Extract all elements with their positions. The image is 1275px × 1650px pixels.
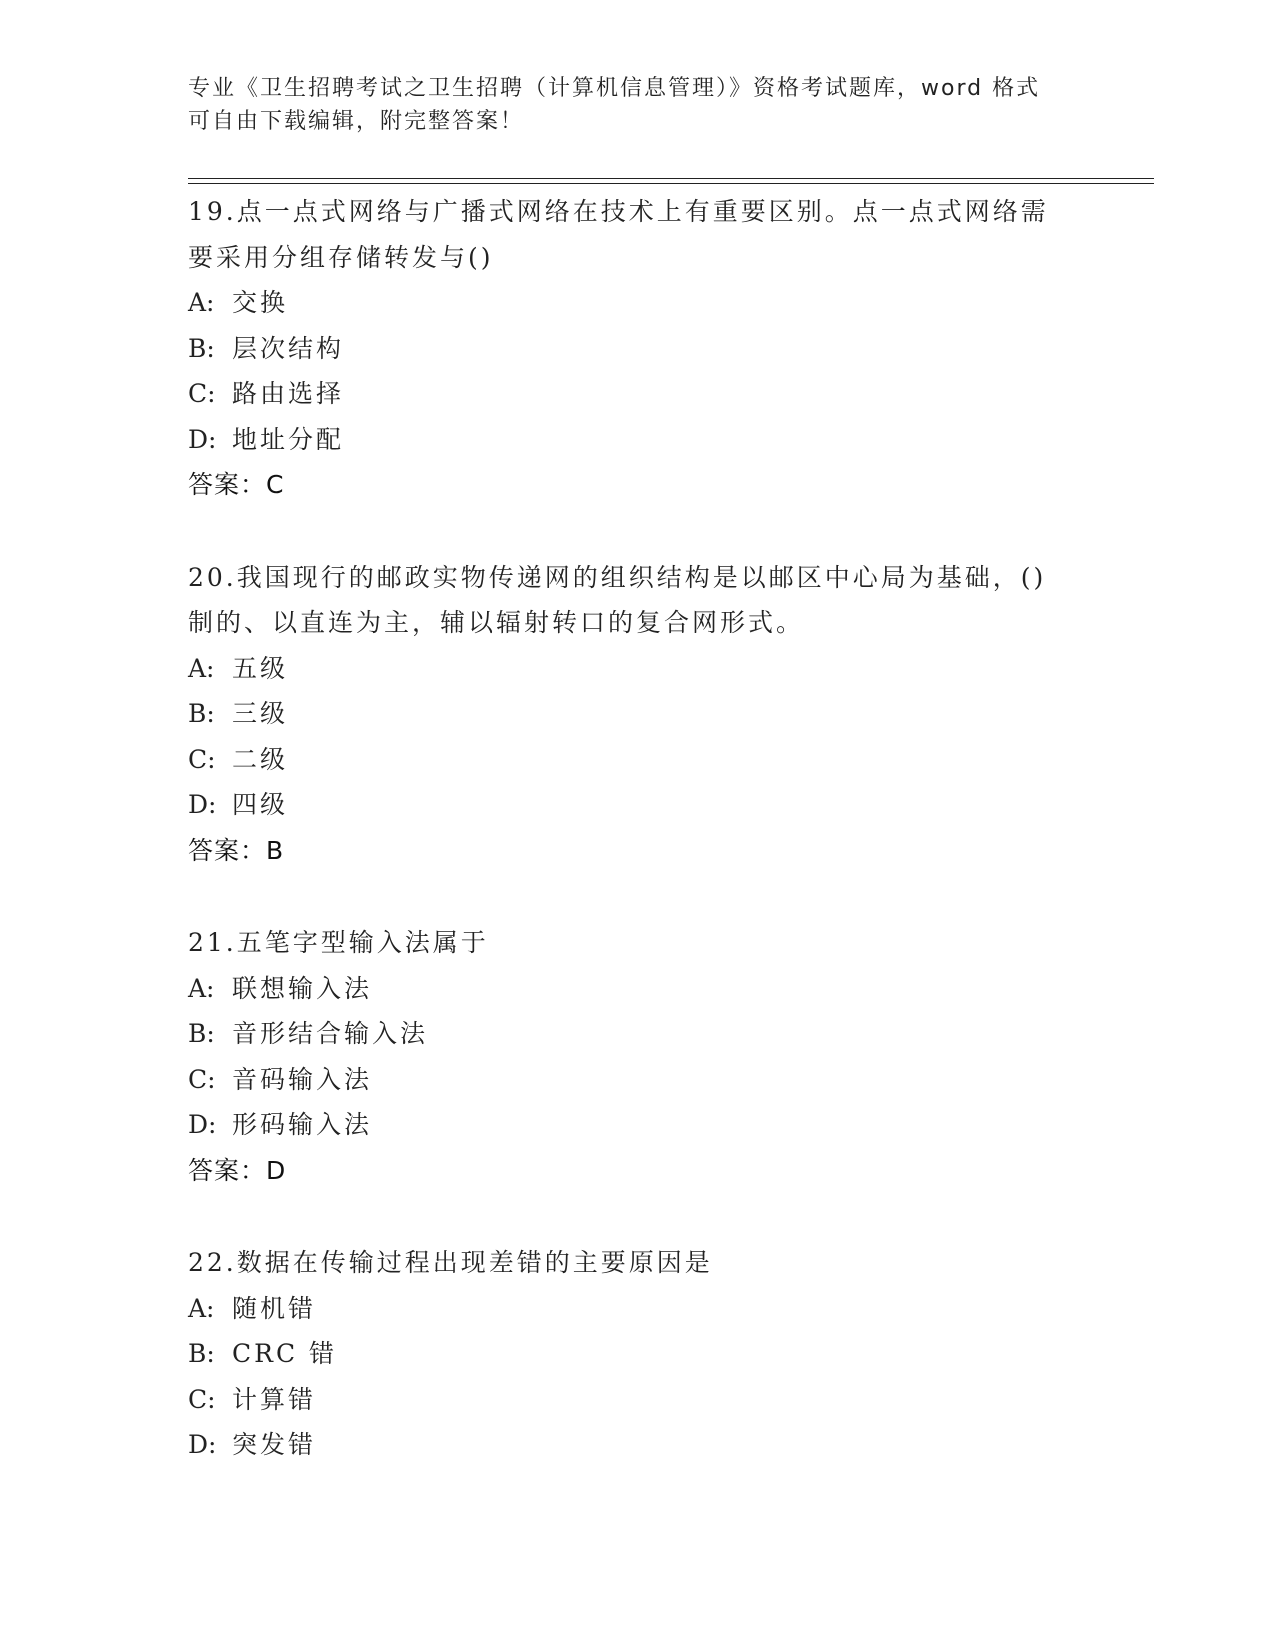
option-c [188, 371, 1088, 417]
question-20 [188, 555, 1088, 828]
option-b [188, 1011, 1088, 1057]
option-d [188, 1102, 1088, 1148]
option-b [188, 1331, 1088, 1377]
option-label: B: [188, 1019, 215, 1048]
question-list [188, 189, 1088, 1468]
option-text: 地址分配 [232, 424, 345, 454]
option-text: 联想输入法 [232, 973, 373, 1003]
option-label: A: [188, 653, 215, 683]
question-22 [188, 1240, 1088, 1468]
option-text: 四级 [232, 790, 289, 819]
option-label: B: [188, 699, 215, 728]
option-b [188, 326, 1088, 372]
option-a [188, 1286, 1088, 1332]
option-label: D: [188, 1110, 217, 1139]
header-divider-top [188, 178, 1154, 179]
option-text: 层次结构 [232, 333, 345, 363]
option-text: 形码输入法 [232, 1110, 373, 1139]
option-c [188, 1377, 1088, 1423]
question-stem: 22.数据在传输过程出现差错的主要原因是 [188, 1248, 713, 1277]
header-line-1: 专业《卫生招聘考试之卫生招聘（计算机信息管理）》资格考试题库，word 格式 [188, 76, 1041, 101]
option-label: D: [188, 1430, 217, 1459]
option-text: 交换 [232, 288, 289, 317]
header-divider-bottom [188, 183, 1154, 184]
option-c [188, 1057, 1088, 1103]
question-stem: 19.点一点式网络与广播式网络在技术上有重要区别。点一点式网络需 [188, 197, 1049, 226]
option-text: 计算错 [232, 1384, 317, 1414]
option-label: C: [188, 1064, 216, 1094]
option-d [188, 417, 1088, 463]
option-c [188, 737, 1088, 783]
option-text: 突发错 [232, 1430, 317, 1459]
option-text: 音码输入法 [232, 1064, 373, 1094]
option-label: C: [188, 379, 216, 408]
option-text: 三级 [232, 699, 289, 728]
option-label: A: [188, 1293, 215, 1323]
option-text: 随机错 [232, 1293, 317, 1323]
option-label: D: [188, 790, 217, 819]
option-label: C: [188, 1384, 216, 1414]
option-b [188, 691, 1088, 737]
answer-21: 答案：D [188, 1155, 287, 1185]
option-text: 音形结合输入法 [232, 1019, 429, 1048]
option-a [188, 646, 1088, 692]
question-stem-cont: 制的、以直连为主，辅以辐射转口的复合网形式。 [188, 608, 805, 637]
question-19 [188, 189, 1088, 462]
option-text: CRC 错 [232, 1339, 338, 1368]
option-label: D: [188, 424, 217, 454]
option-d [188, 782, 1088, 828]
question-21 [188, 920, 1088, 1148]
option-label: B: [188, 333, 215, 363]
option-d [188, 1422, 1088, 1468]
answer-19: 答案：C [188, 470, 285, 499]
option-a [188, 280, 1088, 326]
option-text: 二级 [232, 744, 289, 774]
header-line-2: 可自由下载编辑，附完整答案！ [188, 109, 525, 134]
option-label: A: [188, 973, 215, 1003]
answer-20: 答案：B [188, 835, 285, 865]
option-text: 五级 [232, 653, 289, 683]
option-a [188, 966, 1088, 1012]
option-label: B: [188, 1339, 215, 1368]
option-label: C: [188, 744, 216, 774]
question-stem-cont: 要采用分组存储转发与() [188, 242, 494, 272]
document-header [188, 72, 1088, 138]
question-stem: 20.我国现行的邮政实物传递网的组织结构是以邮区中心局为基础，() [188, 562, 1047, 592]
option-text: 路由选择 [232, 379, 345, 408]
question-stem: 21.五笔字型输入法属于 [188, 928, 489, 957]
option-label: A: [188, 288, 215, 317]
